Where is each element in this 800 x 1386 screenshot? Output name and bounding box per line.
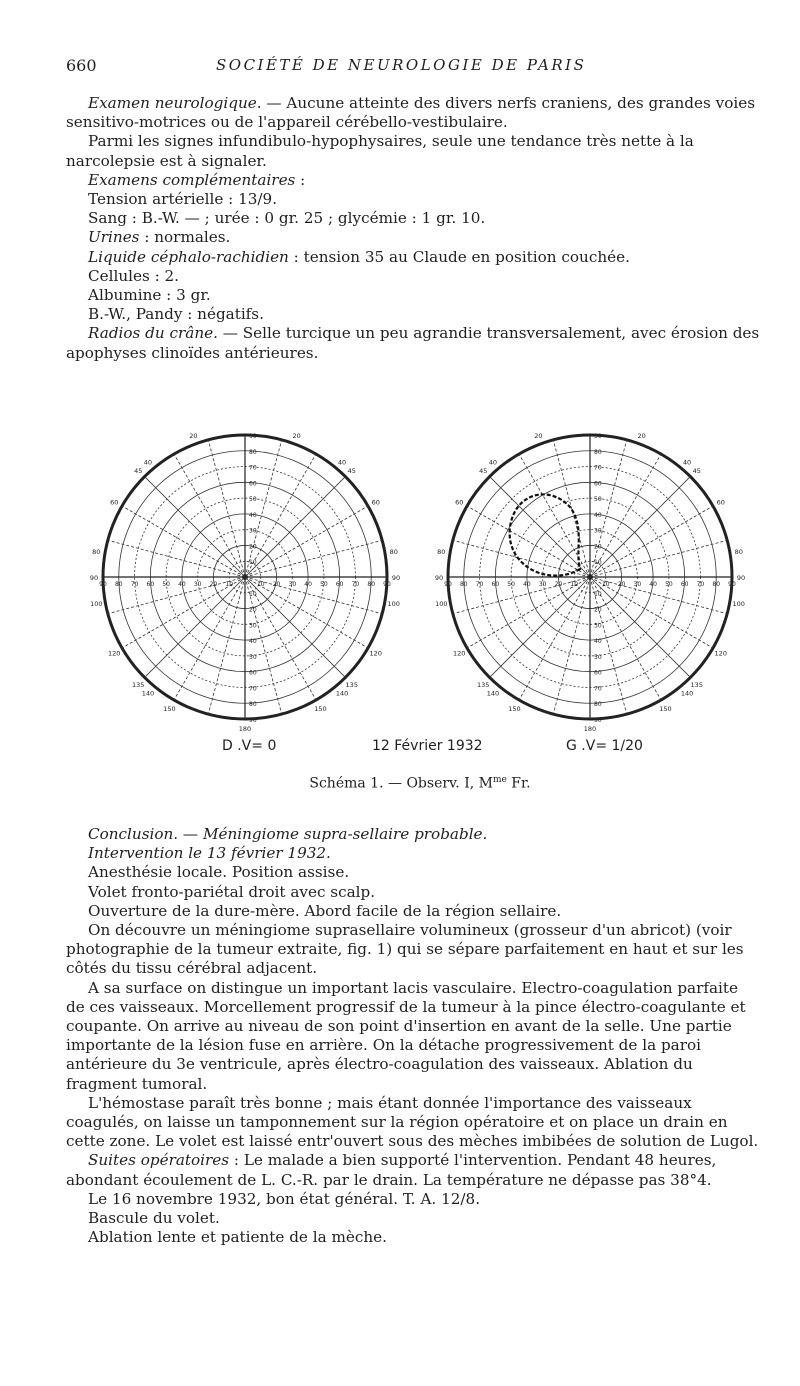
- chart-meridian: [553, 440, 590, 577]
- paragraph: Sang : B.-W. — ; urée : 0 gr. 25 ; glycémie : 1 gr. 10.: [88, 209, 486, 228]
- radial-tick-label: 90: [249, 717, 257, 724]
- radial-tick-label: 40: [594, 638, 602, 646]
- radial-tick-label: 10: [225, 581, 234, 588]
- radial-tick-label: 30: [249, 622, 257, 630]
- radial-tick-label: 20: [272, 581, 281, 588]
- italic-heading: Conclusion.: [88, 825, 179, 843]
- chart-meridian: [490, 577, 590, 677]
- angle-label: 150: [163, 704, 176, 713]
- radial-tick-label: 60: [146, 581, 155, 588]
- caption-end: Fr.: [506, 775, 531, 792]
- angle-label: 100: [435, 600, 448, 609]
- radial-tick-label: 70: [594, 685, 602, 693]
- angle-label: 80: [734, 547, 743, 556]
- radial-tick-label: 20: [554, 581, 563, 588]
- page-number: 660: [66, 56, 97, 75]
- radial-tick-label: 40: [304, 581, 312, 588]
- italic-heading: Urines: [88, 228, 140, 247]
- radial-tick-label: 50: [507, 581, 515, 588]
- radial-tick-label: 10: [570, 581, 579, 588]
- radial-tick-label: 10: [256, 581, 265, 588]
- angle-label: 100: [732, 600, 745, 609]
- page-header: [66, 56, 756, 80]
- paragraph-text: :: [295, 170, 306, 189]
- radial-tick-label: 50: [249, 496, 257, 504]
- paragraph: Le 16 novembre 1932, bon état général. T. A. 12/8.: [88, 1189, 481, 1208]
- radial-tick-label: 20: [249, 543, 257, 551]
- paragraph: Tension artérielle : 13/9.: [88, 190, 278, 209]
- angle-label: 80: [437, 547, 446, 556]
- chart-date: 12 Février 1932: [372, 738, 483, 754]
- angle-label: 135: [477, 680, 490, 689]
- chart-meridian: [490, 477, 590, 577]
- radial-tick-label: 70: [351, 581, 360, 588]
- angle-label: 80: [92, 547, 101, 556]
- paragraph: [66, 825, 760, 844]
- radial-tick-label: 10: [249, 590, 257, 598]
- radial-tick-label: 10: [601, 581, 610, 588]
- angle-label: 120: [453, 649, 466, 658]
- radial-tick-label: 40: [523, 581, 531, 588]
- italic-heading: Liquide céphalo-rachidien: [88, 247, 289, 266]
- radial-tick-label: 80: [712, 581, 721, 588]
- radial-tick-label: 30: [288, 581, 297, 588]
- radial-tick-label: 40: [649, 581, 657, 588]
- angle-label: 140: [141, 689, 155, 698]
- angle-label: 45: [134, 467, 143, 476]
- radial-tick-label: 80: [459, 581, 468, 588]
- angle-label: 60: [716, 498, 725, 507]
- radial-tick-label: 90: [444, 581, 452, 588]
- angle-label: 150: [314, 704, 327, 713]
- angle-label: 135: [132, 680, 145, 689]
- italic-heading: Suites opératoires: [88, 1151, 230, 1170]
- angle-label: 20: [292, 432, 301, 441]
- chart-meridian: [590, 477, 690, 577]
- angle-label: 180: [583, 725, 597, 733]
- angle-label: 90: [391, 574, 401, 582]
- radial-tick-label: 60: [335, 581, 344, 588]
- paragraph-text: — Selle turcique un peu agrandie transversalement, avec érosion des apophyses clinoïdes antérieures.: [66, 324, 760, 362]
- radial-tick-label: 80: [594, 701, 602, 709]
- paragraph: Ablation lente et patiente de la mèche.: [88, 1228, 387, 1247]
- italic-text: Méningiome supra-sellaire probable.: [202, 825, 488, 843]
- radial-tick-label: 50: [665, 581, 673, 588]
- angle-label: 180: [238, 725, 252, 733]
- angle-label: 40: [337, 458, 347, 467]
- radial-tick-label: 70: [249, 464, 257, 472]
- radial-tick-label: 40: [249, 511, 257, 519]
- paragraph: On découvre un méningiome suprasellaire volumineux (grosseur d'un abricot) (voir photographie de la tumeur extraite, fig. 1) qui se sépare parfaitement en haut et sur les côtés du tissu cérébral adjacent.: [66, 921, 744, 978]
- paragraph-text: —: [178, 825, 203, 843]
- radial-tick-label: 10: [594, 590, 602, 598]
- angle-label: 90: [736, 574, 746, 582]
- left-eye-label: D .V= 0: [222, 738, 277, 754]
- angle-label: 140: [680, 689, 694, 698]
- paragraph: B.-W., Pandy : négatifs.: [88, 305, 264, 324]
- radial-tick-label: 50: [249, 653, 257, 661]
- angle-label: 45: [479, 467, 488, 476]
- radial-tick-label: 50: [320, 581, 328, 588]
- angle-label: 45: [347, 467, 356, 476]
- radial-tick-label: 70: [594, 464, 602, 472]
- angle-label: 20: [637, 432, 646, 441]
- angle-label: 120: [369, 649, 382, 658]
- angle-label: 90: [90, 574, 99, 582]
- angle-label: 60: [371, 498, 380, 507]
- italic-heading: Examen neurologique.: [88, 94, 262, 112]
- radial-tick-label: 30: [594, 622, 602, 630]
- chart-meridian: [245, 440, 282, 577]
- italic-heading: Radios du crâne.: [88, 324, 218, 343]
- radial-tick-label: 80: [249, 448, 257, 456]
- paragraph: Ouverture de la dure-mère. Abord facile de la région sellaire.: [88, 901, 562, 920]
- radial-tick-label: 80: [249, 701, 257, 709]
- paragraph: L'hémostase paraît très bonne ; mais étant donnée l'importance des vaisseaux coagulés, on laisse un tamponnement sur la région opératoire et on place un drain en cette zone. Le volet est laissé entr'ouvert sous des mèches imbibées de solution de Lugol.: [66, 1093, 759, 1151]
- chart-meridian: [590, 440, 627, 577]
- angle-label: 40: [682, 458, 692, 467]
- caption-superscript: me: [492, 775, 507, 785]
- chart-meridian: [453, 540, 590, 577]
- angle-label: 60: [455, 498, 464, 507]
- paragraph-text: : tension 35 au Claude en position couchée.: [288, 247, 630, 266]
- paragraph: [66, 94, 760, 132]
- paragraph: [66, 228, 760, 247]
- radial-tick-label: 30: [193, 581, 202, 588]
- italic-heading: Intervention le 13 février 1932.: [88, 844, 331, 863]
- angle-label: 20: [534, 432, 543, 441]
- angle-label: 140: [486, 689, 500, 698]
- paragraph: [66, 1151, 760, 1189]
- paragraph-text: : normales.: [139, 228, 231, 247]
- radial-tick-label: 30: [249, 527, 257, 535]
- paragraph: Volet fronto-pariétal droit avec scalp.: [88, 882, 376, 901]
- angle-label: 120: [714, 649, 727, 658]
- perimetry-charts: [90, 410, 750, 740]
- chart-meridian: [108, 540, 245, 577]
- top-text: [66, 94, 760, 363]
- radial-tick-label: 60: [594, 669, 602, 677]
- chart-meridian: [145, 577, 245, 677]
- radial-tick-label: 70: [696, 581, 705, 588]
- angle-label: 140: [335, 689, 349, 698]
- angle-label: 100: [387, 600, 400, 609]
- radial-tick-label: 90: [383, 581, 391, 588]
- paragraph: Cellules : 2.: [88, 266, 180, 285]
- radial-tick-label: 90: [728, 581, 736, 588]
- angle-label: 40: [143, 458, 153, 467]
- radial-tick-label: 20: [594, 543, 602, 551]
- chart-meridian: [145, 477, 245, 577]
- radial-tick-label: 60: [249, 480, 257, 488]
- radial-tick-label: 20: [617, 581, 626, 588]
- angle-label: 40: [488, 458, 498, 467]
- paragraph: Albumine : 3 gr.: [88, 286, 211, 305]
- radial-tick-label: 40: [249, 638, 257, 646]
- running-title: SOCIÉTÉ DE NEUROLOGIE DE PARIS: [216, 56, 587, 74]
- angle-label: 150: [659, 704, 672, 713]
- chart-meridian: [245, 577, 382, 614]
- radial-tick-label: 50: [162, 581, 170, 588]
- radial-tick-label: 80: [367, 581, 376, 588]
- paragraph: [66, 171, 760, 190]
- radial-tick-label: 50: [594, 496, 602, 504]
- radial-tick-label: 90: [99, 581, 107, 588]
- radial-tick-label: 90: [249, 433, 257, 440]
- paragraph: Parmi les signes infundibulo-hypophysaires, seule une tendance très nette à la narcolepsie est à signaler.: [66, 132, 694, 170]
- angle-label: 135: [345, 680, 358, 689]
- paragraph: Bascule du volet.: [88, 1209, 220, 1228]
- paragraph-text: — Aucune atteinte des divers nerfs craniens, des grandes voies sensitivo-motrices ou de l'appareil cérébello-vestibulaire.: [66, 94, 756, 132]
- paragraph: A sa surface on distingue un important lacis vasculaire. Electro-coagulation parfaite de ces vaisseaux. Morcellement progressif de la tumeur à la pince électro-coagulante et coupante. On arrive au niveau de son point d'insertion en avant de la selle. Une partie importante de la lésion fuse en arrière. On la détache progressivement de la paroi antérieure du 3e ventricule, après électro-coagulation des vaisseaux. Ablation du fragment tumoral.: [66, 978, 746, 1093]
- angle-label: 20: [189, 432, 198, 441]
- angle-label: 80: [389, 547, 398, 556]
- radial-tick-label: 80: [114, 581, 123, 588]
- radial-tick-label: 80: [594, 448, 602, 456]
- radial-tick-label: 10: [594, 559, 602, 567]
- chart-meridian: [553, 577, 590, 714]
- radial-tick-label: 20: [209, 581, 218, 588]
- paragraph: Anesthésie locale. Position assise.: [88, 863, 350, 882]
- visual-field-figure: [90, 410, 750, 792]
- italic-heading: Examens complémentaires: [88, 170, 296, 189]
- radial-tick-label: 30: [594, 527, 602, 535]
- radial-tick-label: 10: [249, 559, 257, 567]
- chart-meridian: [245, 540, 382, 577]
- chart-meridian: [208, 440, 245, 577]
- paragraph: [66, 248, 760, 267]
- radial-tick-label: 60: [249, 669, 257, 677]
- radial-tick-label: 70: [475, 581, 484, 588]
- radial-tick-label: 60: [594, 480, 602, 488]
- paragraph-text: : Le malade a bien supporté l'intervention. Pendant 48 heures, abondant écoulement de L. C.-R. par le drain. La température ne dépasse pas 38°4.: [66, 1151, 717, 1189]
- radial-tick-label: 20: [594, 606, 602, 614]
- chart-meridian: [590, 577, 690, 677]
- chart-meridian: [208, 577, 245, 714]
- chart-meridian: [245, 577, 345, 677]
- radial-tick-label: 40: [178, 581, 186, 588]
- radial-tick-label: 40: [594, 511, 602, 519]
- caption-text: Schéma 1. — Observ. I, M: [309, 775, 493, 792]
- radial-tick-label: 30: [633, 581, 642, 588]
- radial-tick-label: 20: [249, 606, 257, 614]
- radial-tick-label: 30: [538, 581, 547, 588]
- chart-meridian: [590, 540, 727, 577]
- paragraph: [66, 324, 760, 362]
- radial-tick-label: 70: [130, 581, 139, 588]
- radial-tick-label: 50: [594, 653, 602, 661]
- angle-label: 150: [508, 704, 521, 713]
- chart-meridian: [245, 477, 345, 577]
- right-eye-label: G .V= 1/20: [566, 738, 643, 754]
- angle-label: 90: [434, 574, 444, 582]
- angle-label: 60: [110, 498, 119, 507]
- radial-tick-label: 60: [491, 581, 500, 588]
- radial-tick-label: 90: [594, 717, 602, 724]
- radial-tick-label: 90: [594, 433, 602, 440]
- angle-label: 45: [692, 467, 701, 476]
- bottom-text: [66, 825, 760, 1247]
- radial-tick-label: 70: [249, 685, 257, 693]
- angle-label: 120: [108, 649, 121, 658]
- figure-caption: [90, 775, 750, 792]
- paragraph: [66, 844, 760, 863]
- chart-meridian: [590, 577, 727, 614]
- angle-label: 135: [690, 680, 703, 689]
- angle-label: 100: [90, 600, 103, 609]
- radial-tick-label: 60: [680, 581, 689, 588]
